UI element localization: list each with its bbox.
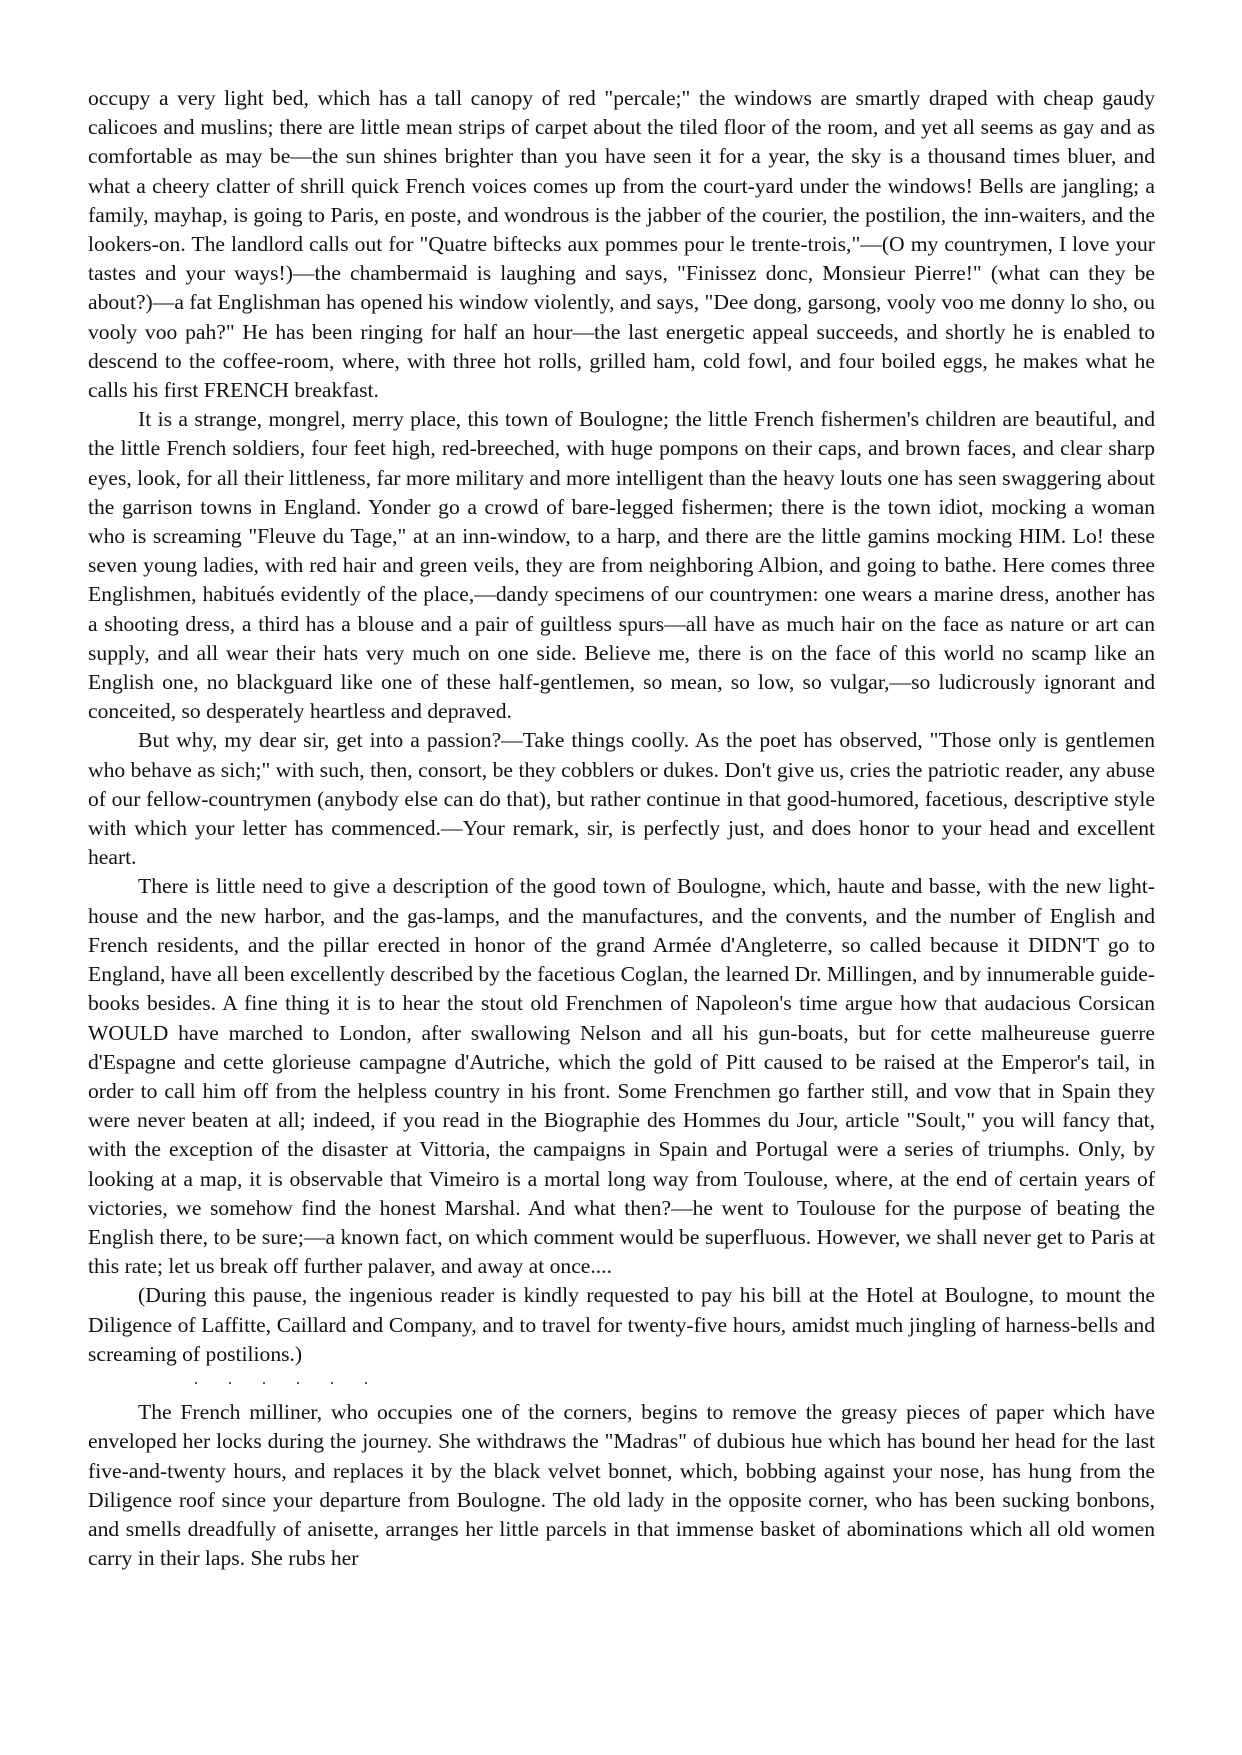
paragraph-breakfast: occupy a very light bed, which has a tall canopy of red "percale;" the windows are smartly draped with cheap gaudy calicoes and muslins; there are little mean strips of carpet about the tiled floor of the room, and yet all seems as gay and as comfortable as may be—the sun shines brighter than you have seen it for a year, the sky is a thousand times bluer, and what a cheery clatter of shrill quick French voices comes up from the court-yard under the windows! Bells are jangling; a family, mayhap, is going to Paris, en poste, and wondrous is the jabber of the courier, the postilion, the inn-waiters, and the lookers-on. The landlord calls out for "Quatre biftecks aux pommes pour le trente-trois,"—(O my countrymen, I love your tastes and your ways!)—the chambermaid is laughing and says, "Finissez donc, Monsieur Pierre!" (what can they be about?)—a fat Englishman has opened his window violently, and says, "Dee dong, garsong, vooly voo me donny lo sho, ou vooly voo pah?" He has been ringing for half an hour—the last energetic appeal succeeds, and shortly he is enabled to descend to the coffee-room, where, with three hot rolls, grilled ham, cold fowl, and four boiled eggs, he makes what he calls his first FRENCH breakfast. — [88, 86, 1155, 403]
section-separator: . . . . . . — [194, 1370, 368, 1388]
paragraph-passion: But why, my dear sir, get into a passion?—Take things coolly. As the poet has observed, "Those only is gentlemen who behave as sich;" with such, then, consort, be they cobblers or dukes. Don't give us, cries the patriotic reader, any abuse of our fellow-countrymen (anybody else can do that), but rather continue in that good-humored, facetious, descriptive style with which your letter has commenced.—Your remark, sir, is perfectly just, and does honor to your head and excellent heart. — [88, 728, 1155, 870]
paragraph-boulogne-town: It is a strange, mongrel, merry place, this town of Boulogne; the little French fishermen's children are beautiful, and the little French soldiers, four feet high, red-breeched, with huge pompons on their caps, and brown faces, and clear sharp eyes, look, for all their littleness, far more military and more intelligent than the heavy louts one has seen swaggering about the garrison towns in England. Yonder go a crowd of bare-legged fishermen; there is the town idiot, mocking a woman who is screaming "Fleuve du Tage," at an inn-window, to a harp, and there are the little gamins mocking HIM. Lo! these seven young ladies, with red hair and green veils, they are from neighboring Albion, and going to bathe. Here comes three Englishmen, habitués evidently of the place,—dandy specimens of our countrymen: one wears a marine dress, another has a shooting dress, a third has a blouse and a pair of guiltless spurs—all have as much hair on the face as nature or art can supply, and all wear their hats very much on one side. Believe me, there is on the face of this world no scamp like an English one, no blackguard like one of these half-gentlemen, so mean, so low, so vulgar,—so ludicrously ignorant and conceited, so desperately heartless and depraved. — [88, 407, 1155, 724]
document-page — [88, 84, 1155, 1573]
paragraph-milliner: The French milliner, who occupies one of the corners, begins to remove the greasy pieces of paper which have enveloped her locks during the journey. She withdraws the "Madras" of dubious hue which has bound her head for the last five-and-twenty hours, and replaces it by the black velvet bonnet, which, bobbing against your nose, has hung from the Diligence roof since your departure from Boulogne. The old lady in the opposite corner, who has been sucking bonbons, and smells dreadfully of anisette, arranges her little parcels in that immense basket of abominations which all old women carry in their laps. She rubs her — [88, 1400, 1155, 1571]
paragraph-description: There is little need to give a description of the good town of Boulogne, which, haute and basse, with the new light-house and the new harbor, and the gas-lamps, and the manufactures, and the convents, and the number of English and French residents, and the pillar erected in honor of the grand Armée d'Angleterre, so called because it DIDN'T go to England, have all been excellently described by the facetious Coglan, the learned Dr. Millingen, and by innumerable guide-books besides. A fine thing it is to hear the stout old Frenchmen of Napoleon's time argue how that audacious Corsican WOULD have marched to London, after swallowing Nelson and all his gun-boats, but for cette malheureuse guerre d'Espagne and cette glorieuse campagne d'Autriche, which the gold of Pitt caused to be raised at the Emperor's tail, in order to call him off from the helpless country in his front. Some Frenchmen go farther still, and vow that in Spain they were never beaten at all; indeed, if you read in the Biographie des Hommes du Jour, article "Soult," you will fancy that, with the exception of the disaster at Vittoria, the campaigns in Spain and Portugal were a series of triumphs. Only, by looking at a map, it is observable that Vimeiro is a mortal long way from Toulouse, where, at the end of certain years of victories, we somehow find the honest Marshal. And what then?—he went to Toulouse for the purpose of beating the English there, to be sure;—a known fact, on which comment would be superfluous. However, we shall never get to Paris at this rate; let us break off further palaver, and away at once.... — [88, 874, 1155, 1279]
paragraph-pause: (During this pause, the ingenious reader is kindly requested to pay his bill at the Hotel at Boulogne, to mount the Diligence of Laffitte, Caillard and Company, and to travel for twenty-five hours, amidst much jingling of harness-bells and screaming of postilions.) — [88, 1283, 1155, 1366]
